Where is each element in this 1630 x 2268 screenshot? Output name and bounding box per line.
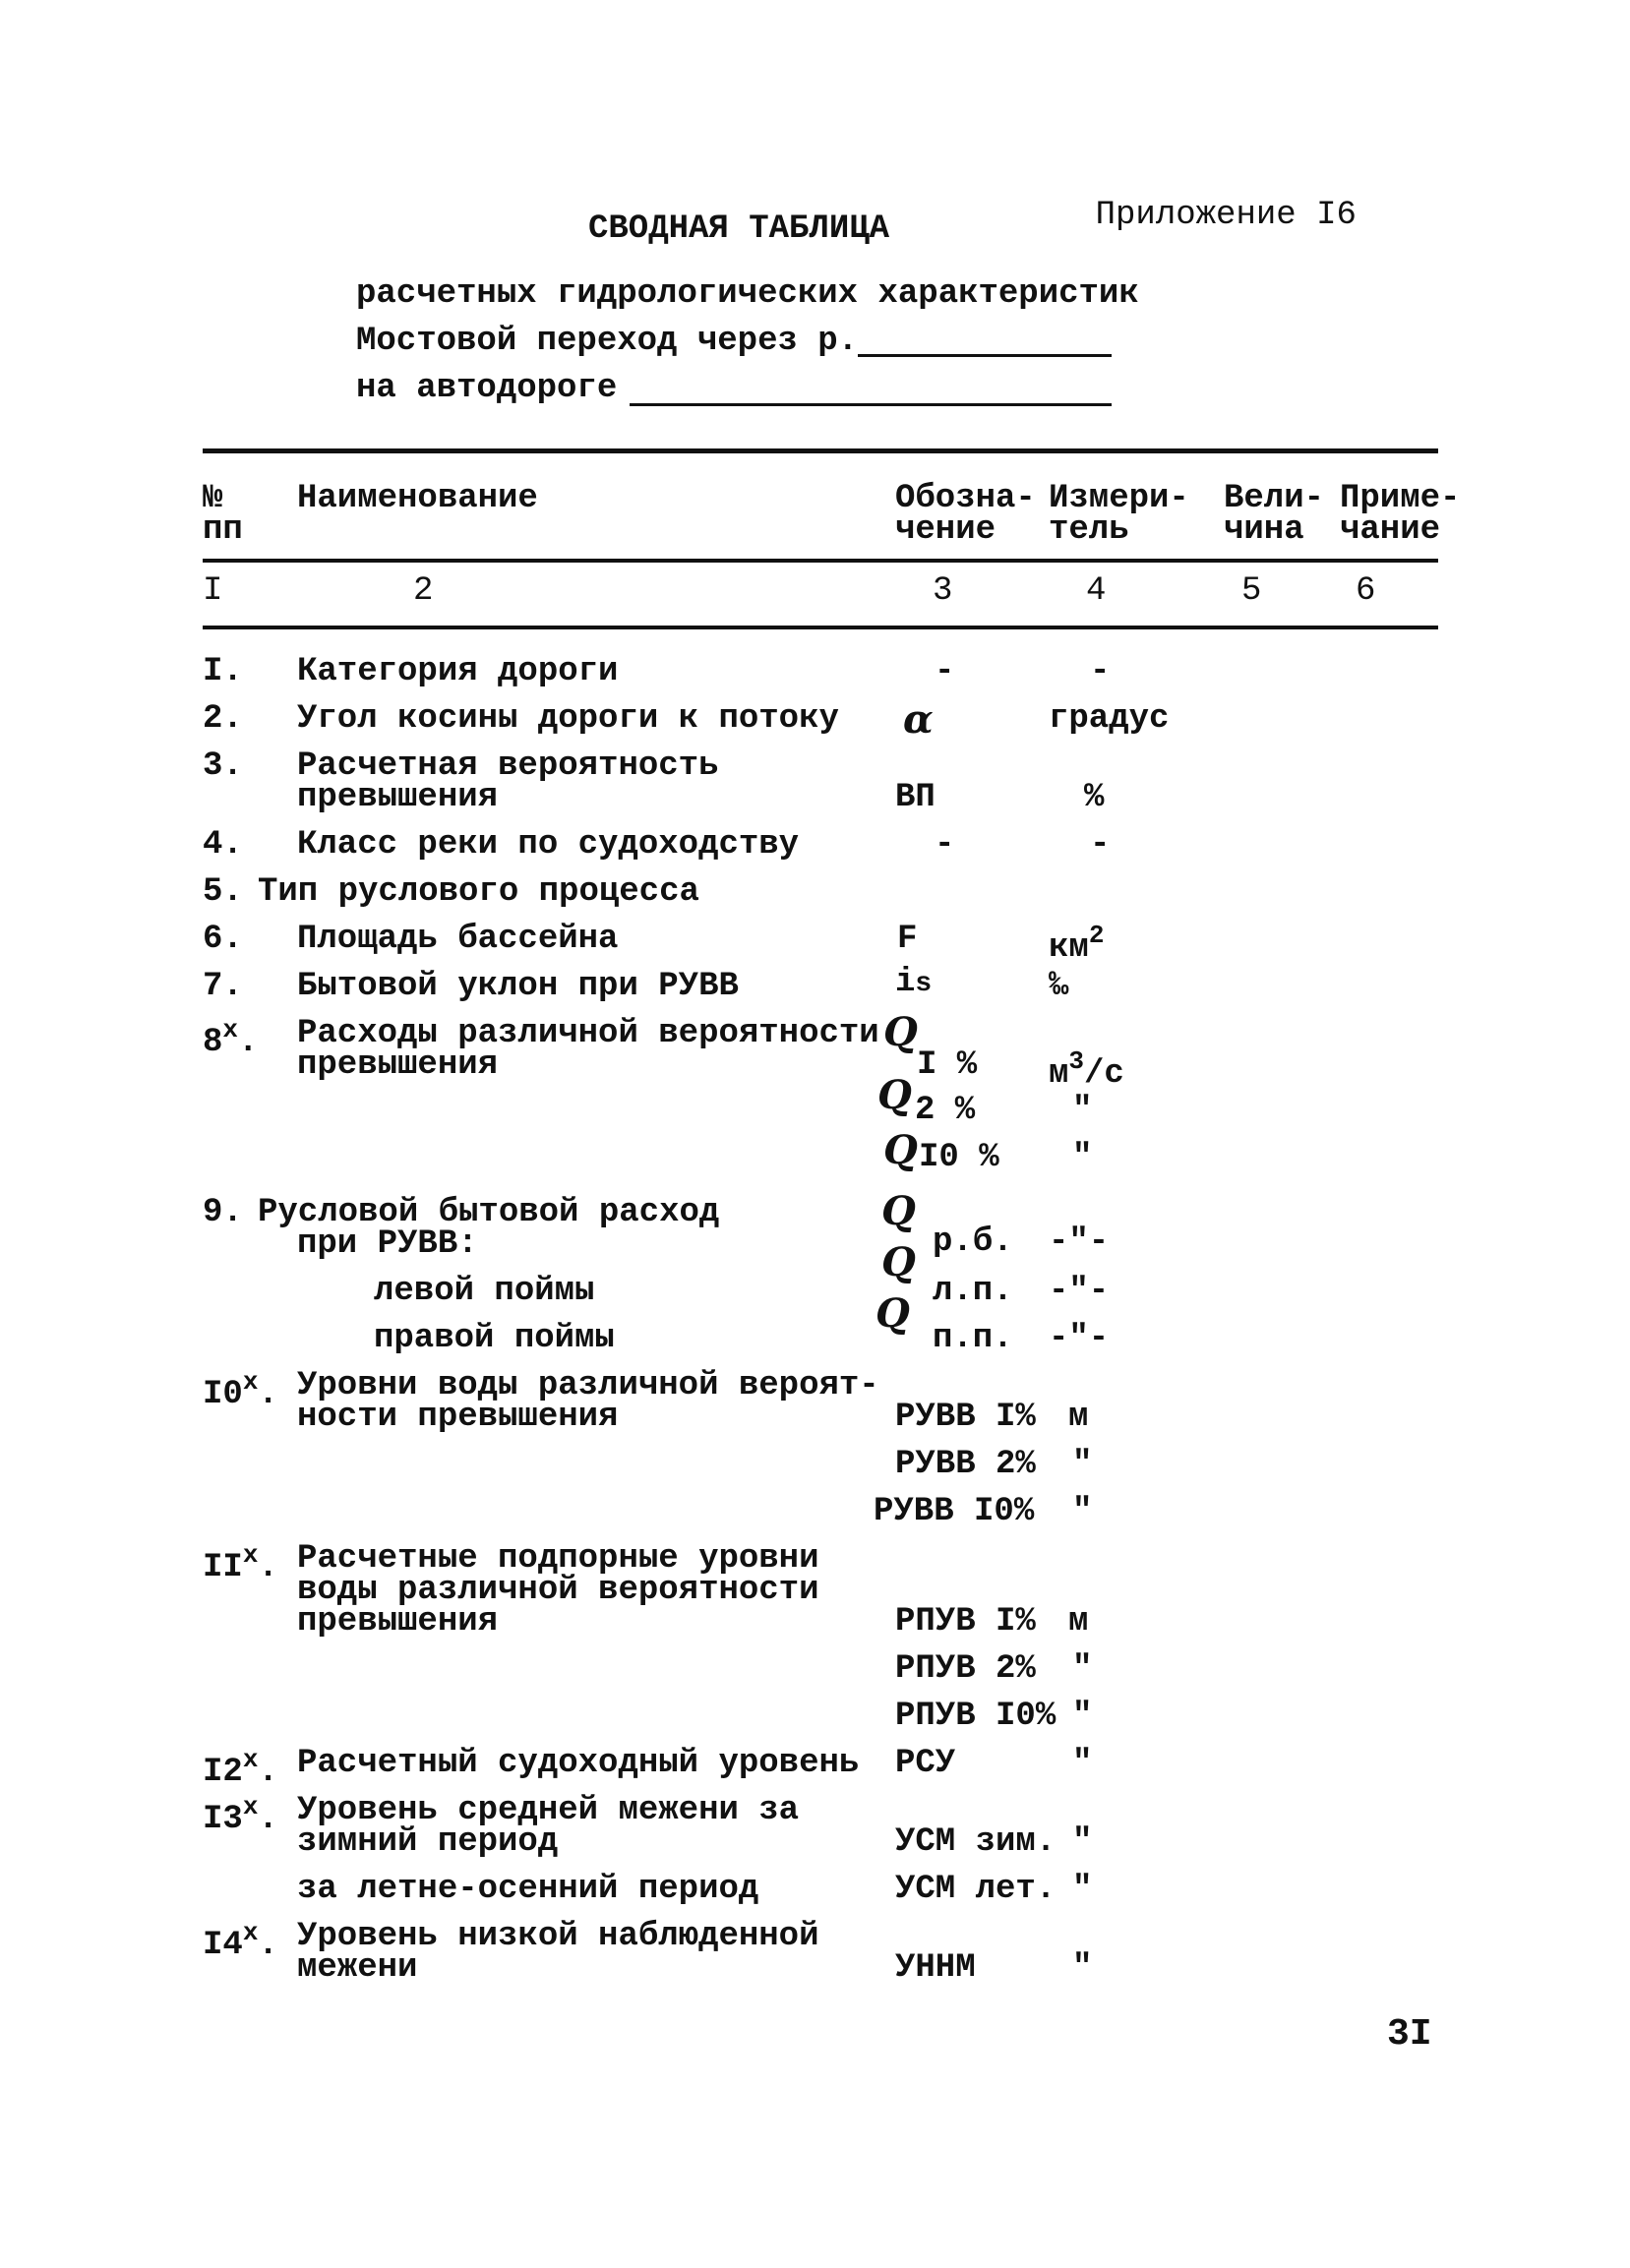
row-designation: ВП [895, 779, 936, 816]
row-designation: - [935, 653, 955, 690]
row-unit: " [1072, 1139, 1093, 1176]
designation-subscript: s [915, 969, 933, 999]
unit-superscript: 3 [1068, 1046, 1085, 1076]
appendix-number: I6 [1316, 197, 1357, 234]
header-unit-2: тель [1049, 511, 1129, 549]
row-unit: " [1072, 1446, 1093, 1483]
row-number: 4. [203, 826, 243, 864]
row-name: Угол косины дороги к потоку [297, 700, 839, 738]
row-unit: ‰ [1049, 968, 1069, 1005]
discharge-q-symbol: Q [881, 1239, 916, 1285]
row-name: Площадь бассейна [297, 921, 619, 958]
row-unit: % [1084, 779, 1105, 816]
row-number [203, 1747, 278, 1789]
row-designation [895, 966, 932, 999]
row-number-dot: . [258, 1754, 278, 1791]
row-number: 9. [203, 1194, 243, 1231]
row-name-cont: при РУВВ: [297, 1225, 478, 1263]
row-unit: " [1072, 1493, 1093, 1530]
row-designation: РУВВ I% [895, 1399, 1036, 1436]
header-value-1: Вели- [1224, 480, 1325, 517]
row-designation: УСМ зим. [895, 1823, 1056, 1861]
row-unit: " [1072, 1949, 1093, 1987]
page-number: 3I [1387, 2013, 1432, 2056]
header-note-1: Приме- [1340, 480, 1461, 517]
row-name: Уровень низкой наблюденной [297, 1918, 819, 1955]
row-unit [1049, 923, 1104, 965]
header-name: Наименование [297, 480, 538, 517]
row-unit: - [1090, 653, 1111, 690]
row-number [203, 1369, 278, 1411]
header-note-2: чание [1340, 511, 1441, 549]
row-designation: УСМ лет. [895, 1871, 1056, 1908]
column-number: 2 [413, 572, 434, 610]
row-unit: -"- [1049, 1273, 1110, 1310]
row-unit: - [1090, 826, 1111, 864]
row-number: 5. [203, 873, 243, 911]
row-name-sub: левой поймы [374, 1273, 595, 1310]
row-unit [1049, 1048, 1124, 1091]
row-name-cont: превышения [297, 1046, 499, 1084]
row-number-mark: x [242, 1792, 259, 1821]
row-designation: - [935, 826, 955, 864]
column-number: 3 [933, 572, 953, 610]
row-number: 2. [203, 700, 243, 738]
row-name: Расчетный судоходный уровень [297, 1745, 860, 1782]
row-number-base: I0 [203, 1376, 243, 1413]
row-unit: м [1068, 1399, 1089, 1436]
unit-base: м [1049, 1055, 1069, 1093]
row-name: Тип руслового процесса [258, 873, 699, 911]
road-blank-line [630, 403, 1112, 406]
row-number-base: I4 [203, 1927, 243, 1964]
row-unit: -"- [1049, 1320, 1110, 1357]
table-colnum-rule [203, 626, 1438, 629]
row-number-mark: x [222, 1015, 239, 1044]
row-designation: I0 % [919, 1139, 999, 1176]
row-number-mark: x [242, 1745, 259, 1774]
crossing-label: Мостовой переход через р. [356, 323, 859, 360]
row-number-base: I2 [203, 1754, 243, 1791]
row-name: Уровень средней межени за [297, 1792, 800, 1829]
row-name: Категория дороги [297, 653, 619, 690]
discharge-q-symbol: Q [881, 1188, 916, 1234]
row-number-dot: . [238, 1024, 259, 1061]
row-designation: I % [917, 1046, 978, 1084]
row-name-cont: воды различной вероятности [297, 1572, 819, 1609]
row-name-cont: превышения [297, 1603, 499, 1641]
designation-base: i [895, 964, 916, 1001]
row-number-base: 8 [203, 1024, 223, 1061]
header-no: № [203, 480, 223, 517]
row-unit: " [1072, 1871, 1093, 1908]
row-designation: α [903, 696, 934, 743]
row-number: 6. [203, 921, 243, 958]
row-name-sub: правой поймы [374, 1320, 615, 1357]
row-number-base: II [203, 1549, 243, 1586]
column-number: 6 [1356, 572, 1376, 610]
row-number [203, 1017, 258, 1059]
row-name-sub: за летне-осенний период [297, 1871, 759, 1908]
row-number: 3. [203, 747, 243, 785]
row-name: Уровни воды различной вероят- [297, 1367, 879, 1404]
row-name: Расходы различной вероятности [297, 1015, 879, 1052]
crossing-blank-line [858, 354, 1112, 357]
row-designation: F [897, 921, 918, 958]
appendix-label [1015, 165, 1357, 266]
row-number-mark: x [242, 1540, 259, 1570]
row-name-cont: зимний период [297, 1823, 559, 1861]
row-designation: РПУВ I0% [895, 1698, 1056, 1735]
unit-superscript: 2 [1088, 921, 1105, 950]
row-designation: л.п. [933, 1273, 1013, 1310]
table-header-rule [203, 559, 1438, 563]
row-unit: " [1072, 1823, 1093, 1861]
row-unit: " [1072, 1745, 1093, 1782]
column-number: 4 [1086, 572, 1107, 610]
road-label: на автодороге [356, 370, 618, 407]
row-designation: РУВВ I0% [874, 1493, 1035, 1530]
unit-base: км [1049, 929, 1089, 967]
row-number-dot: . [258, 1376, 278, 1413]
discharge-q-symbol: Q [875, 1290, 910, 1337]
row-designation: РСУ [895, 1745, 956, 1782]
row-designation: п.п. [933, 1320, 1013, 1357]
row-unit: градус [1049, 700, 1170, 738]
row-number-dot: . [258, 1927, 278, 1964]
row-name-cont: ности превышения [297, 1399, 619, 1436]
row-number [203, 1794, 278, 1836]
row-name-cont: превышения [297, 779, 499, 816]
row-name-cont: межени [297, 1949, 418, 1987]
column-number: 5 [1241, 572, 1262, 610]
row-designation: РУВВ 2% [895, 1446, 1036, 1483]
row-number-mark: x [242, 1918, 259, 1947]
header-value-2: чина [1224, 511, 1304, 549]
row-unit: м [1068, 1603, 1089, 1641]
table-top-rule [203, 448, 1438, 453]
header-unit-1: Измери- [1049, 480, 1189, 517]
row-designation: РПУВ I% [895, 1603, 1036, 1641]
row-number-dot: . [258, 1549, 278, 1586]
row-number [203, 1542, 278, 1584]
row-name: Русловой бытовой расход [258, 1194, 720, 1231]
discharge-q-symbol: Q [883, 1009, 918, 1055]
header-designation-1: Обозна- [895, 480, 1036, 517]
row-name: Расчетная вероятность [297, 747, 719, 785]
row-number: I. [203, 653, 243, 690]
row-name: Класс реки по судоходству [297, 826, 800, 864]
row-unit: " [1072, 1650, 1093, 1688]
row-number [203, 1920, 278, 1962]
appendix-word: Приложение [1095, 197, 1297, 234]
row-name: Бытовой уклон при РУВВ [297, 968, 739, 1005]
header-no-pp: пп [203, 511, 243, 549]
row-designation: УННМ [895, 1949, 976, 1987]
unit-rest: /с [1084, 1055, 1124, 1093]
row-designation: р.б. [933, 1224, 1013, 1261]
row-unit: " [1072, 1698, 1093, 1735]
document-subtitle: расчетных гидрологических характеристик [356, 275, 1139, 313]
discharge-q-symbol: Q [877, 1072, 912, 1118]
row-name: Расчетные подпорные уровни [297, 1540, 819, 1578]
row-designation: РПУВ 2% [895, 1650, 1036, 1688]
column-number: I [203, 572, 223, 610]
document-title: СВОДНАЯ ТАБЛИЦА [588, 210, 890, 248]
row-number: 7. [203, 968, 243, 1005]
row-unit: " [1072, 1092, 1093, 1129]
row-number-dot: . [258, 1801, 278, 1838]
row-unit: -"- [1049, 1224, 1110, 1261]
row-designation: 2 % [915, 1092, 976, 1129]
row-number-base: I3 [203, 1801, 243, 1838]
discharge-q-symbol: Q [883, 1127, 918, 1173]
header-designation-2: чение [895, 511, 996, 549]
row-number-mark: x [242, 1367, 259, 1397]
